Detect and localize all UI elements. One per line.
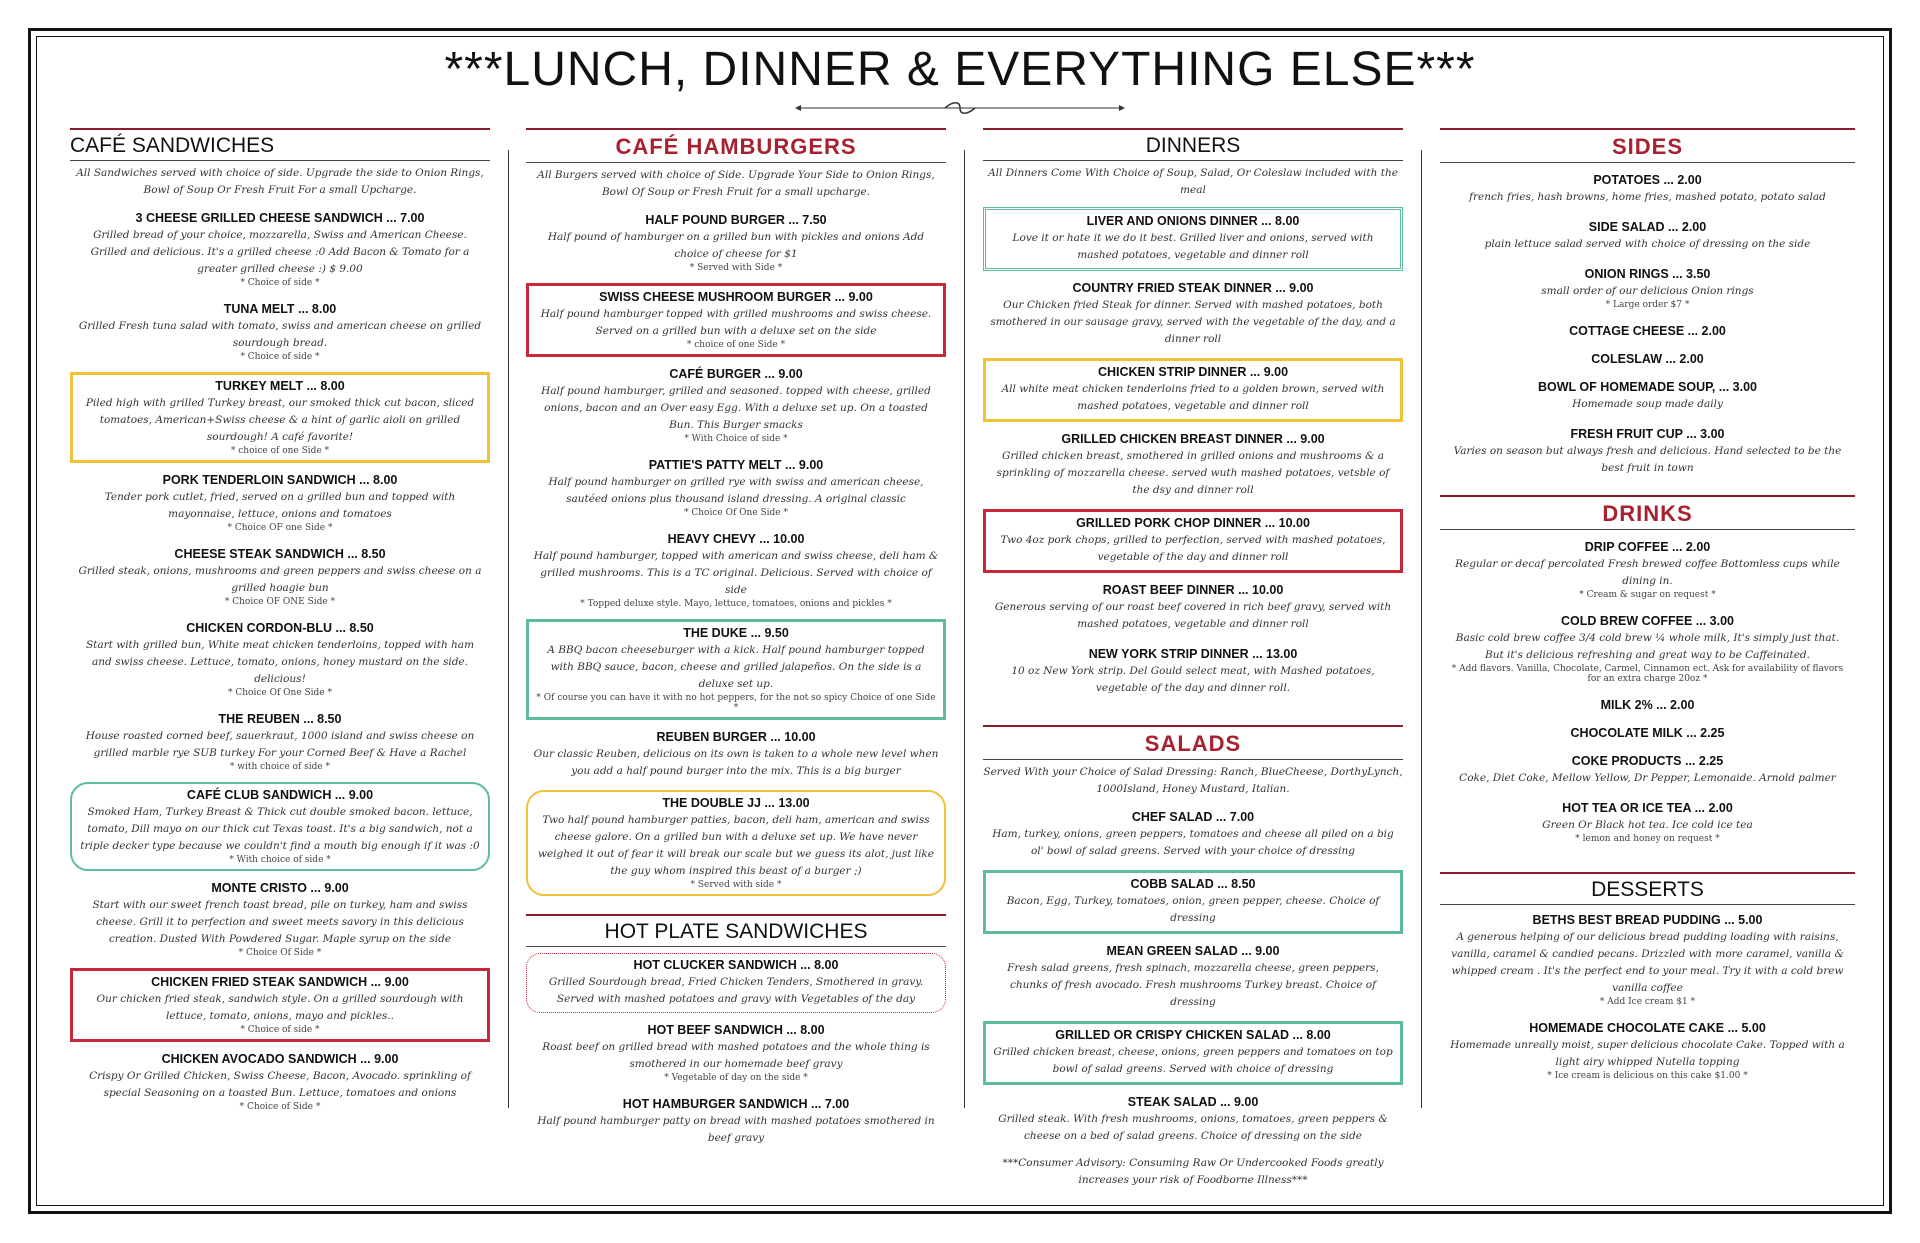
title-flourish bbox=[795, 102, 1125, 114]
menu-item bbox=[1440, 320, 1855, 342]
item-description: Grilled chicken breast, cheese, onions, green peppers and tomatoes on top bowl of salad greens. Served with choice of dressing bbox=[993, 1046, 1393, 1075]
item-name-price: COTTAGE CHEESE ... 2.00 bbox=[1569, 324, 1726, 338]
dinners-list bbox=[983, 207, 1403, 701]
section-title: SALADS bbox=[1144, 731, 1242, 756]
menu-item bbox=[70, 782, 490, 871]
menu-item bbox=[526, 790, 946, 896]
item-name-price: GRILLED CHICKEN BREAST DINNER ... 9.00 bbox=[1061, 432, 1325, 446]
item-name-price: HEAVY CHEVY ... 10.00 bbox=[667, 532, 805, 546]
item-note: * Served with Side * bbox=[689, 263, 783, 273]
menu-item bbox=[526, 1093, 946, 1151]
item-name-price: MEAN GREEN SALAD ... 9.00 bbox=[1106, 944, 1280, 958]
menu-item bbox=[1440, 536, 1855, 604]
item-name-price: CHICKEN STRIP DINNER ... 9.00 bbox=[1097, 365, 1289, 379]
menu-item bbox=[70, 469, 490, 537]
column-sides bbox=[1440, 128, 1855, 1091]
menu-item bbox=[526, 1019, 946, 1087]
column-sandwiches bbox=[70, 128, 490, 1122]
item-description: Love it or hate it we do it best. Grilled liver and onions, served with mashed potatoes, vegetable and dinner roll bbox=[1012, 232, 1374, 261]
item-note: * Of course you can have it with no hot peppers, for the not so spicy Choice of one Side * bbox=[536, 693, 936, 713]
item-description: Grilled chicken breast, smothered in grilled onions and mushrooms & a sprinkling of mozzarella cheese. served wuth mashed potatoes, vetsble of the dsy and dinner roll bbox=[996, 450, 1390, 496]
item-name-price: CHEF SALAD ... 7.00 bbox=[1131, 810, 1255, 824]
item-description: Our Chicken fried Steak for dinner. Served with mashed potatoes, both smothered in our sausage gravy, served with the vegetable of the day, and a dinner roll bbox=[990, 299, 1396, 345]
salads-heading bbox=[983, 725, 1403, 760]
item-name-price: GRILLED OR CRISPY CHICKEN SALAD ... 8.00 bbox=[1055, 1028, 1331, 1042]
item-name-price: HALF POUND BURGER ... 7.50 bbox=[645, 213, 827, 227]
item-description: Generous serving of our roast beef covered in rich beef gravy, served with mashed potatoes, vegetable and dinner roll bbox=[994, 601, 1392, 630]
item-name-price: COUNTRY FRIED STEAK DINNER ... 9.00 bbox=[1072, 281, 1314, 295]
menu-item bbox=[983, 643, 1403, 701]
item-name-price: POTATOES ... 2.00 bbox=[1593, 173, 1702, 187]
column-hamburgers bbox=[526, 128, 946, 1157]
item-name-price: ONION RINGS ... 3.50 bbox=[1584, 267, 1711, 281]
menu-item bbox=[983, 806, 1403, 864]
menu-item bbox=[1440, 169, 1855, 210]
item-description: Bacon, Egg, Turkey, tomatoes, onion, green pepper, cheese. Choice of dressing bbox=[1006, 895, 1380, 924]
item-description: Half pound hamburger, topped with american and swiss cheese, deli ham & grilled mushrooms. This is a TC original. Delicious. Served with choice of side bbox=[533, 550, 939, 596]
section-title: DRINKS bbox=[1602, 501, 1693, 526]
menu-item bbox=[70, 207, 490, 292]
item-description: Grilled steak, onions, mushrooms and green peppers and swiss cheese on a grilled hoagie bun bbox=[78, 565, 482, 594]
consumer-advisory: ***Consumer Advisory: Consuming Raw Or Undercooked Foods greatly increases your risk of Foodborne Illness*** bbox=[1002, 1157, 1384, 1186]
item-note: * Choice of side * bbox=[240, 1025, 320, 1035]
menu-item bbox=[983, 940, 1403, 1015]
section-intro: All Sandwiches served with choice of side. Upgrade the side to Onion Rings, Bowl of Soup Or Fresh Fruit For a small Upcharge. bbox=[76, 167, 484, 196]
item-name-price: REUBEN BURGER ... 10.00 bbox=[656, 730, 816, 744]
hotplate-list bbox=[526, 953, 946, 1151]
item-description: Crispy Or Grilled Chicken, Swiss Cheese, Bacon, Avocado. sprinkling of special Seasoning on a toasted Bun. Lettuce, tomatoes and onions bbox=[89, 1070, 471, 1099]
item-name-price: THE REUBEN ... 8.50 bbox=[218, 712, 342, 726]
item-name-price: HOMEMADE CHOCOLATE CAKE ... 5.00 bbox=[1529, 1021, 1766, 1035]
drinks-list bbox=[1440, 536, 1855, 848]
item-name-price: FRESH FRUIT CUP ... 3.00 bbox=[1570, 427, 1725, 441]
item-description: Basic cold brew coffee 3/4 cold brew ¼ whole milk, It's simply just that. But it's delicious refreshing and great way to be Caffeinated. bbox=[1455, 632, 1840, 661]
menu-item bbox=[526, 726, 946, 784]
item-note: * Choice of side * bbox=[240, 352, 320, 362]
item-description: Start with grilled bun, White meat chicken tenderloins, topped with ham and swiss cheese. Lettuce, tomato, onions, honey mustard on the side. delicious! bbox=[85, 639, 475, 685]
menu-item bbox=[983, 428, 1403, 503]
item-name-price: CHICKEN FRIED STEAK SANDWICH ... 9.00 bbox=[151, 975, 409, 989]
item-description: A BBQ bacon cheeseburger with a kick. Half pound hamburger topped with BBQ sauce, bacon, cheese and grilled jalapeños. On the side is a deluxe set up. bbox=[547, 644, 925, 690]
menu-item bbox=[70, 1048, 490, 1116]
column-divider bbox=[1421, 150, 1422, 1108]
section-title: CAFÉ HAMBURGERS bbox=[615, 134, 857, 159]
item-note: * Choice OF one Side * bbox=[227, 523, 333, 533]
menu-item bbox=[1440, 263, 1855, 314]
menu-item bbox=[526, 283, 946, 357]
salads-list bbox=[983, 806, 1403, 1149]
menu-item bbox=[983, 509, 1403, 573]
item-name-price: CAFÉ BURGER ... 9.00 bbox=[669, 367, 803, 381]
menu-item bbox=[526, 619, 946, 720]
menu-item bbox=[983, 1091, 1403, 1149]
menu-item bbox=[1440, 722, 1855, 744]
menu-item bbox=[1440, 1017, 1855, 1085]
item-note: * Cream & sugar on request * bbox=[1579, 590, 1716, 600]
sides-heading bbox=[1440, 128, 1855, 163]
item-note: * Ice cream is delicious on this cake $1.00 * bbox=[1547, 1071, 1748, 1081]
menu-item bbox=[983, 207, 1403, 271]
section-title: SIDES bbox=[1611, 134, 1684, 159]
section-title: DINNERS bbox=[1145, 134, 1241, 157]
menu-item bbox=[983, 358, 1403, 422]
item-note: * With choice of side * bbox=[229, 855, 331, 865]
menu-item bbox=[526, 363, 946, 448]
menu-item bbox=[70, 877, 490, 962]
item-name-price: TURKEY MELT ... 8.00 bbox=[215, 379, 345, 393]
item-name-price: MONTE CRISTO ... 9.00 bbox=[211, 881, 349, 895]
column-divider bbox=[508, 150, 509, 1108]
item-name-price: THE DOUBLE JJ ... 13.00 bbox=[662, 796, 810, 810]
item-description: Homemade soup made daily bbox=[1572, 398, 1723, 410]
menu-item bbox=[1440, 750, 1855, 791]
item-description: Half pound hamburger patty on bread with mashed potatoes smothered in beef gravy bbox=[537, 1115, 935, 1144]
item-description: 10 oz New York strip. Del Gould select meat, with Mashed potatoes, vegetable of the day and dinner roll. bbox=[1011, 665, 1375, 694]
item-name-price: DRIP COFFEE ... 2.00 bbox=[1584, 540, 1711, 554]
item-description: Our chicken fried steak, sandwich style. On a grilled sourdough with lettuce, tomato, onions, mayo and pickles.. bbox=[96, 993, 464, 1022]
dinners-heading bbox=[983, 128, 1403, 161]
section-intro: All Dinners Come With Choice of Soup, Salad, Or Coleslaw included with the meal bbox=[988, 167, 1398, 196]
hamburgers-heading bbox=[526, 128, 946, 163]
menu-item bbox=[70, 298, 490, 366]
item-note: * Choice OF ONE Side * bbox=[224, 597, 336, 607]
menu-item bbox=[70, 543, 490, 611]
item-name-price: BOWL OF HOMEMADE SOUP, ... 3.00 bbox=[1537, 380, 1758, 394]
item-name-price: GRILLED PORK CHOP DINNER ... 10.00 bbox=[1076, 516, 1310, 530]
item-description: Grilled Fresh tuna salad with tomato, swiss and american cheese on grilled sourdough bread. bbox=[78, 320, 482, 349]
item-description: Grilled Sourdough bread, Fried Chicken Tenders, Smothered in gravy. Served with mashed potatoes and gravy with Vegetables of the day bbox=[548, 976, 924, 1005]
item-description: Tender pork cutlet, fried, served on a grilled bun and topped with mayonnaise, lettuce, onions and tomatoes bbox=[104, 491, 456, 520]
item-name-price: COKE PRODUCTS ... 2.25 bbox=[1571, 754, 1724, 768]
menu-item bbox=[526, 454, 946, 522]
column-divider bbox=[964, 150, 965, 1108]
sandwiches-heading bbox=[70, 128, 490, 161]
item-name-price: NEW YORK STRIP DINNER ... 13.00 bbox=[1088, 647, 1298, 661]
section-title: CAFÉ SANDWICHES bbox=[70, 134, 275, 157]
section-intro: Served With your Choice of Salad Dressing: Ranch, BlueCheese, DorthyLynch, 1000Island, Honey Mustard, Italian. bbox=[983, 766, 1403, 795]
menu-item bbox=[983, 277, 1403, 352]
item-note: * with choice of side * bbox=[229, 762, 331, 772]
item-name-price: COBB SALAD ... 8.50 bbox=[1130, 877, 1256, 891]
item-name-price: 3 CHEESE GRILLED CHEESE SANDWICH ... 7.00 bbox=[135, 211, 425, 225]
menu-item bbox=[526, 528, 946, 613]
item-name-price: PORK TENDERLOIN SANDWICH ... 8.00 bbox=[162, 473, 398, 487]
item-description: All white meat chicken tenderloins fried to a golden brown, served with mashed potatoes, vegetable and dinner roll bbox=[1001, 383, 1385, 412]
item-note: * Choice Of Side * bbox=[238, 948, 322, 958]
item-note: * Choice Of One Side * bbox=[684, 508, 788, 518]
menu-item bbox=[1440, 423, 1855, 481]
item-name-price: HOT BEEF SANDWICH ... 8.00 bbox=[647, 1023, 825, 1037]
section-title: DESSERTS bbox=[1591, 878, 1704, 901]
item-name-price: STEAK SALAD ... 9.00 bbox=[1127, 1095, 1259, 1109]
item-name-price: PATTIE'S PATTY MELT ... 9.00 bbox=[648, 458, 824, 472]
item-description: Grilled bread of your choice, mozzarella, Swiss and American Cheese. Grilled and delicious. It's a grilled cheese :0 Add Bacon & Tomato for a greater grilled cheese :) $ 9.00 bbox=[90, 229, 470, 275]
item-description: Half pound of hamburger on a grilled bun with pickles and onions Add choice of cheese for $1 bbox=[547, 231, 925, 260]
sides-list bbox=[1440, 169, 1855, 481]
menu-item bbox=[70, 708, 490, 776]
item-name-price: TUNA MELT ... 8.00 bbox=[223, 302, 337, 316]
item-name-price: CHICKEN CORDON-BLU ... 8.50 bbox=[186, 621, 374, 635]
item-name-price: BETHS BEST BREAD PUDDING ... 5.00 bbox=[1532, 913, 1763, 927]
menu-item bbox=[1440, 216, 1855, 257]
item-description: Start with our sweet french toast bread, pile on turkey, ham and swiss cheese. Grill it to perfection and sweet meets savory in this delicious creation. Dusted With Powdered Sugar. Maple syrup on the side bbox=[92, 899, 468, 945]
item-note: * With Choice of side * bbox=[684, 434, 788, 444]
item-description: Roast beef on grilled bread with mashed potatoes and the whole thing is smothered in our homemade beef gravy bbox=[542, 1041, 930, 1070]
menu-item bbox=[983, 1021, 1403, 1085]
item-description: Fresh salad greens, fresh spinach, mozzarella cheese, green peppers, chunks of fresh avocado. Fresh mushrooms Turkey breast. Choice of dressing bbox=[1007, 962, 1379, 1008]
item-name-price: MILK 2% ... 2.00 bbox=[1600, 698, 1695, 712]
item-description: House roasted corned beef, sauerkraut, 1000 island and swiss cheese on grilled marble rye SUB turkey For your Corned Beef & Have a Rachel bbox=[85, 730, 475, 759]
item-description: Half pound hamburger topped with grilled mushrooms and swiss cheese. Served on a grilled bun with a deluxe set on the side bbox=[540, 308, 932, 337]
item-name-price: HOT TEA OR ICE TEA ... 2.00 bbox=[1562, 801, 1733, 815]
item-note: * Choice of side * bbox=[240, 278, 320, 288]
item-note: * Vegetable of day on the side * bbox=[664, 1073, 808, 1083]
item-note: * choice of one Side * bbox=[230, 446, 330, 456]
drinks-heading bbox=[1440, 495, 1855, 530]
menu-item bbox=[70, 968, 490, 1042]
hamburgers-list bbox=[526, 209, 946, 896]
item-name-price: SWISS CHEESE MUSHROOM BURGER ... 9.00 bbox=[599, 290, 873, 304]
item-name-price: CHICKEN AVOCADO SANDWICH ... 9.00 bbox=[161, 1052, 399, 1066]
item-description: Homemade unreally moist, super delicious chocolate Cake. Topped with a light airy whipped Nutella topping bbox=[1450, 1039, 1845, 1068]
menu-item bbox=[70, 617, 490, 702]
item-note: * Topped deluxe style. Mayo, lettuce, tomatoes, onions and pickles * bbox=[580, 599, 892, 609]
item-note: * Add Ice cream $1 * bbox=[1599, 997, 1696, 1007]
item-description: Smoked Ham, Turkey Breast & Thick cut double smoked bacon. lettuce, tomato, Dill mayo on our thick cut Texas toast. It's a big sandwich, not a triple decker type because we couldn't find a mouth big enough if it was :0 bbox=[80, 806, 480, 852]
item-name-price: CHOCOLATE MILK ... 2.25 bbox=[1570, 726, 1725, 740]
item-name-price: CAFÉ CLUB SANDWICH ... 9.00 bbox=[186, 788, 374, 802]
item-name-price: HOT CLUCKER SANDWICH ... 8.00 bbox=[633, 958, 839, 972]
item-note: * Served with side * bbox=[690, 880, 782, 890]
item-description: Ham, turkey, onions, green peppers, tomatoes and cheese all piled on a big ol' bowl of salad greens. Served with your choice of dressing bbox=[992, 828, 1394, 857]
menu-item bbox=[1440, 348, 1855, 370]
menu-title: ***LUNCH, DINNER & EVERYTHING ELSE*** bbox=[444, 43, 1476, 96]
item-description: Coke, Diet Coke, Mellow Yellow, Dr Pepper, Lemonaide. Arnold palmer bbox=[1459, 772, 1836, 784]
item-description: plain lettuce salad served with choice of dressing on the side bbox=[1484, 238, 1811, 250]
item-name-price: LIVER AND ONIONS DINNER ... 8.00 bbox=[1086, 214, 1300, 228]
desserts-list bbox=[1440, 909, 1855, 1085]
hotplate-heading bbox=[526, 914, 946, 947]
column-dinners bbox=[983, 128, 1403, 1197]
item-name-price: COLESLAW ... 2.00 bbox=[1591, 352, 1704, 366]
menu-item bbox=[983, 579, 1403, 637]
item-description: Two 4oz pork chops, grilled to perfection, served with mashed potatoes, vegetable of the day and dinner roll bbox=[1000, 534, 1386, 563]
item-note: * lemon and honey on request * bbox=[1575, 834, 1720, 844]
item-description: Green Or Black hot tea. Ice cold ice tea bbox=[1542, 819, 1753, 831]
menu-item bbox=[526, 953, 946, 1013]
item-description: Varies on season but always fresh and delicious. Hand selected to be the best fruit in town bbox=[1453, 445, 1842, 474]
item-name-price: HOT HAMBURGER SANDWICH ... 7.00 bbox=[622, 1097, 850, 1111]
item-name-price: THE DUKE ... 9.50 bbox=[683, 626, 789, 640]
item-name-price: ROAST BEEF DINNER ... 10.00 bbox=[1102, 583, 1284, 597]
item-description: Grilled steak. With fresh mushrooms, onions, tomatoes, green peppers & cheese on a bed of salad greens. Choice of dressing on the side bbox=[998, 1113, 1388, 1142]
item-description: small order of our delicious Onion rings bbox=[1541, 285, 1754, 297]
item-description: Piled high with grilled Turkey breast, our smoked thick cut bacon, sliced tomatoes, American+Swiss cheese & a hint of garlic aioli on grilled sourdough! A café favorite! bbox=[85, 397, 475, 443]
item-note: * Choice Of One Side * bbox=[228, 688, 332, 698]
item-description: Our classic Reuben, delicious on its own is taken to a whole new level when you add a half pound burger into the mix. This is a big burger bbox=[533, 748, 939, 777]
menu-item bbox=[983, 870, 1403, 934]
item-description: Two half pound hamburger patties, bacon, deli ham, american and swiss cheese galore. On a grilled bun with a deluxe set up. We have never weighed it out of fear it will break our scale but we guess its alot, just like the guy whom inspired this beast of a burger ;) bbox=[537, 814, 935, 877]
menu-item bbox=[1440, 909, 1855, 1011]
item-description: Regular or decaf percolated Fresh brewed coffee Bottomless cups while dining in. bbox=[1455, 558, 1840, 587]
item-description: Half pound hamburger on grilled rye with swiss and american cheese, sautéed onions plus thousand island dressing. A original classic bbox=[548, 476, 924, 505]
item-name-price: COLD BREW COFFEE ... 3.00 bbox=[1561, 614, 1734, 628]
section-intro: All Burgers served with choice of Side. Upgrade Your Side to Onion Rings, Bowl Of Soup or Fresh Fruit for a small upcharge. bbox=[537, 169, 935, 198]
item-note: * Large order $7 * bbox=[1605, 300, 1690, 310]
item-note: * Add flavors. Vanilla, Chocolate, Carmel, Cinnamon ect. Ask for availability of flavors for an extra charge 20oz * bbox=[1451, 664, 1844, 684]
item-note: * Choice of Side * bbox=[239, 1102, 321, 1112]
sandwiches-list bbox=[70, 207, 490, 1116]
item-description: french fries, hash browns, home fries, mashed potato, potato salad bbox=[1469, 191, 1826, 203]
desserts-heading bbox=[1440, 872, 1855, 905]
menu-item bbox=[1440, 376, 1855, 417]
menu-item bbox=[526, 209, 946, 277]
section-title: HOT PLATE SANDWICHES bbox=[604, 920, 868, 943]
menu-item bbox=[1440, 797, 1855, 848]
item-name-price: CHEESE STEAK SANDWICH ... 8.50 bbox=[174, 547, 386, 561]
menu-item bbox=[70, 372, 490, 463]
menu-item bbox=[1440, 610, 1855, 688]
menu-item bbox=[1440, 694, 1855, 716]
item-name-price: SIDE SALAD ... 2.00 bbox=[1588, 220, 1707, 234]
item-description: A generous helping of our delicious bread pudding loading with raisins, vanilla, caramel & candied pecans. Drizzled with more caramel, vanilla & whipped cream . It's the perfect end to your meal. Try it with a cold brew vanilla coffee bbox=[1451, 931, 1844, 994]
item-description: Half pound hamburger, grilled and seasoned. topped with cheese, grilled onions, bacon and an Over easy Egg. With a deluxe set up. On a toasted Bun. This Burger smacks bbox=[541, 385, 931, 431]
item-note: * choice of one Side * bbox=[686, 340, 786, 350]
